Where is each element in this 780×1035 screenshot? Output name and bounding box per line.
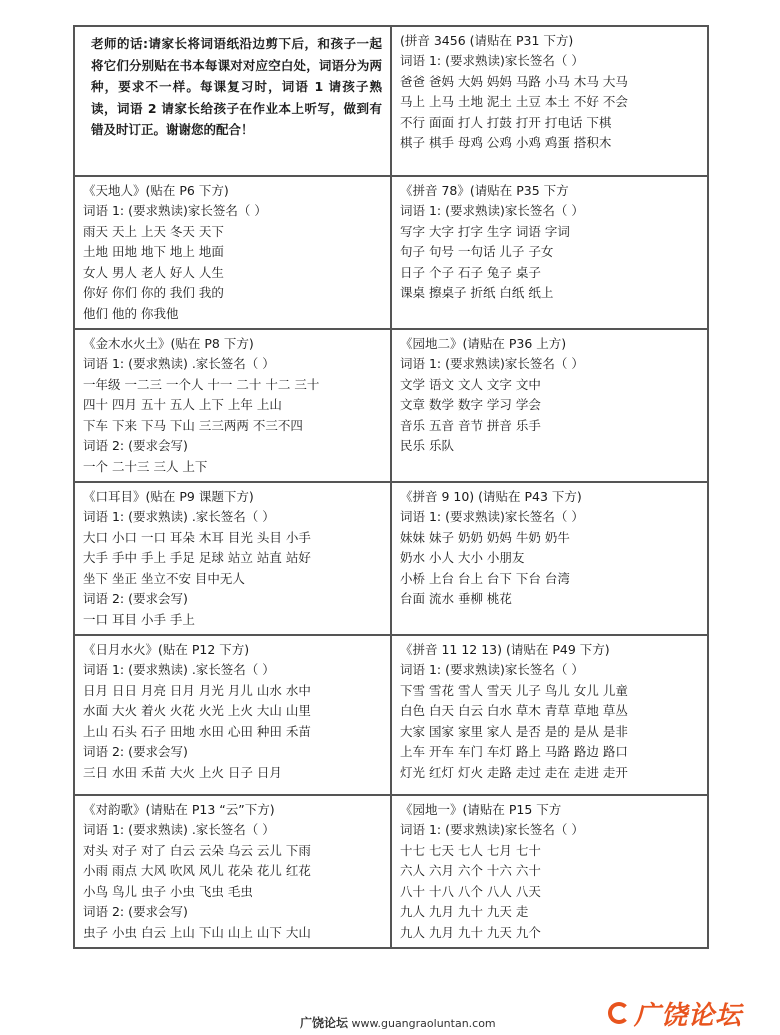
- footer-site-url: www.guangraoluntan.com: [351, 1017, 496, 1030]
- lesson-line: 词语 1: (要求熟读)家长签名（ ）: [400, 53, 584, 68]
- lesson-line: 词语 1: (要求熟读) .家长签名（ ）: [83, 509, 275, 524]
- lesson-line: 小鸟 鸟儿 虫子 小虫 飞虫 毛虫: [83, 883, 253, 899]
- lesson-line: 民乐 乐队: [400, 438, 454, 453]
- lesson-line: 水面 大火 着火 火花 火光 上火 大山 山里: [83, 703, 311, 718]
- lesson-line: 三日 水田 禾苗 大火 上火 日子 日月: [83, 764, 282, 780]
- lesson-line: 你好 你们 你的 我们 我的: [83, 285, 224, 300]
- lesson-line: 四十 四月 五十 五人 上下 上年 上山: [83, 397, 282, 412]
- lesson-line: 土地 田地 地下 地上 地面: [83, 244, 224, 259]
- lesson-line: 十七 七天 七人 七月 七十: [400, 842, 541, 858]
- sheet-row: [74, 795, 708, 948]
- lesson-line: 大家 国家 家里 家人 是否 是的 是从 是非: [400, 723, 628, 739]
- lesson-title: 《拼音 11 12 13) (请贴在 P49 下方): [400, 642, 610, 657]
- lesson-line: 棋子 棋手 母鸡 公鸡 小鸡 鸡蛋 搭积木: [400, 135, 612, 150]
- teacher-note: 老师的话:请家长将词语纸沿边剪下后，和孩子一起将它们分别贴在书本每课对对应空白处，词语分为两种，要求不一样。每课复习时，词语 1 请孩子熟读，词语 2 请家长给孩子在作业本上听写，做到有错及时订正。谢谢您的配合！: [91, 36, 382, 137]
- lesson-line: 马上 上马 土地 泥土 土豆 本土 不好 不会: [400, 94, 628, 109]
- lesson-line: 日月 日日 月亮 日月 月光 月儿 山水 水中: [83, 682, 311, 698]
- lesson-title: 《日月水火》(贴在 P12 下方): [83, 642, 250, 657]
- site-logo: [608, 995, 742, 1031]
- lesson-line: 雨天 天上 上天 冬天 天下: [83, 223, 224, 239]
- lesson-cell: [74, 176, 391, 329]
- lesson-line: 词语 1: (要求熟读)家长签名（ ）: [400, 509, 584, 524]
- lesson-line: 词语 2: (要求会写): [83, 904, 188, 919]
- lesson-cell: [391, 176, 708, 329]
- lesson-cell: [74, 635, 391, 795]
- sheet-row: [74, 176, 708, 329]
- logo-mark-icon: [608, 1002, 630, 1024]
- lesson-line: 课桌 擦桌子 折纸 白纸 纸上: [400, 285, 554, 300]
- lesson-line: 词语 2: (要求会写): [83, 438, 188, 453]
- lesson-line: 上山 石头 石子 田地 水田 心田 种田 禾苗: [83, 723, 311, 739]
- lesson-cell: [391, 635, 708, 795]
- lesson-line: 大手 手中 手上 手足 足球 站立 站直 站好: [83, 550, 311, 565]
- lesson-line: 台面 流水 垂柳 桃花: [400, 591, 512, 606]
- lesson-cell: [391, 329, 708, 482]
- lesson-line: 对头 对子 对了 白云 云朵 乌云 云儿 下雨: [83, 842, 311, 858]
- lesson-line: 九人 九月 九十 九天 九个: [400, 924, 541, 940]
- lesson-cell: [74, 795, 391, 948]
- lesson-line: 大口 小口 一口 耳朵 木耳 目光 头目 小手: [83, 529, 311, 545]
- lesson-line: 文章 数学 数字 学习 学会: [400, 397, 541, 412]
- lesson-line: 小桥 上台 台上 台下 下台 台湾: [400, 570, 570, 586]
- lesson-line: 词语 2: (要求会写): [83, 744, 188, 759]
- lesson-line: 八十 十八 八个 八人 八天: [400, 883, 541, 899]
- lesson-line: 女人 男人 老人 好人 人生: [83, 264, 224, 280]
- lesson-line: 音乐 五音 音节 拼音 乐手: [400, 417, 541, 433]
- lesson-title: 《金木水火土》(贴在 P8 下方): [83, 336, 254, 351]
- lesson-line: 白色 白天 白云 白水 草木 青草 草地 草丛: [400, 703, 628, 718]
- lesson-cell: [391, 26, 708, 176]
- lesson-line: 词语 1: (要求熟读)家长签名（ ）: [400, 356, 584, 371]
- lesson-line: 他们 他的 你我他: [83, 305, 179, 321]
- lesson-line: 下雪 雪花 雪人 雪天 儿子 鸟儿 女儿 儿童: [400, 682, 628, 698]
- lesson-line: 词语 1: (要求熟读)家长签名（ ）: [83, 203, 267, 218]
- lesson-line: 六人 六月 六个 十六 六十: [400, 863, 541, 878]
- teacher-note-cell: [74, 26, 391, 176]
- lesson-line: 日子 个子 石子 兔子 桌子: [400, 264, 541, 280]
- lesson-line: 文学 语文 文人 文字 文中: [400, 376, 541, 392]
- lesson-line: 词语 1: (要求熟读) .家长签名（ ）: [83, 356, 275, 371]
- lesson-cell: [391, 795, 708, 948]
- lesson-title: 《对韵歌》(请贴在 P13 “云”下方): [83, 802, 275, 817]
- lesson-line: 不行 面面 打人 打鼓 打开 打电话 下棋: [400, 114, 612, 130]
- lesson-line: 上车 开车 车门 车灯 路上 马路 路边 路口: [400, 744, 628, 759]
- sheet-row: [74, 26, 708, 176]
- lesson-title: 《口耳目》(贴在 P9 课题下方): [83, 489, 254, 504]
- lesson-line: 词语 1: (要求熟读) .家长签名（ ）: [83, 662, 275, 677]
- logo-text: 广饶论坛: [634, 1000, 743, 1031]
- lesson-title: 《园地二》(请贴在 P36 上方): [400, 336, 567, 351]
- lesson-line: 灯光 红灯 灯火 走路 走过 走在 走进 走开: [400, 764, 628, 780]
- vocabulary-sheet: [73, 25, 709, 949]
- lesson-title: 《拼音 78》(请贴在 P35 下方: [400, 183, 569, 198]
- lesson-cell: [74, 329, 391, 482]
- lesson-title: 《天地人》(贴在 P6 下方): [83, 183, 229, 198]
- lesson-line: 坐下 坐正 坐立不安 目中无人: [83, 570, 245, 586]
- lesson-line: 词语 1: (要求熟读)家长签名（ ）: [400, 662, 584, 677]
- lesson-line: 小雨 雨点 大风 吹风 风儿 花朵 花儿 红花: [83, 863, 311, 878]
- lesson-title: 《拼音 9 10) (请贴在 P43 下方): [400, 489, 582, 504]
- lesson-line: 下车 下来 下马 下山 三三两两 不三不四: [83, 417, 303, 433]
- lesson-line: 九人 九月 九十 九天 走: [400, 904, 529, 919]
- lesson-line: 虫子 小虫 白云 上山 下山 山上 山下 大山: [83, 924, 311, 940]
- lesson-line: 妹妹 妹子 奶奶 奶妈 牛奶 奶牛: [400, 529, 570, 545]
- lesson-line: 词语 2: (要求会写): [83, 591, 188, 606]
- lesson-line: 一年级 一二三 一个人 十一 二十 十二 三十: [83, 376, 320, 392]
- sheet-row: [74, 482, 708, 635]
- lesson-line: 词语 1: (要求熟读)家长签名（ ）: [400, 822, 584, 837]
- lesson-line: 一个 二十三 三人 上下: [83, 458, 208, 474]
- lesson-cell: [391, 482, 708, 635]
- lesson-title: (拼音 3456 (请贴在 P31 下方): [400, 33, 574, 48]
- lesson-title: 《园地一》(请贴在 P15 下方: [400, 802, 562, 817]
- lesson-line: 爸爸 爸妈 大妈 妈妈 马路 小马 木马 大马: [400, 73, 628, 89]
- lesson-line: 奶水 小人 大小 小朋友: [400, 550, 525, 565]
- sheet-row: [74, 329, 708, 482]
- lesson-line: 写字 大字 打字 生字 词语 字词: [400, 223, 570, 239]
- lesson-line: 词语 1: (要求熟读) .家长签名（ ）: [83, 822, 275, 837]
- footer-site-name: 广饶论坛: [300, 1016, 349, 1030]
- footer-site: [300, 1014, 496, 1031]
- lesson-line: 句子 句号 一句话 儿子 子女: [400, 244, 554, 259]
- lesson-line: 词语 1: (要求熟读)家长签名（ ）: [400, 203, 584, 218]
- lesson-line: 一口 耳目 小手 手上: [83, 611, 195, 627]
- lesson-cell: [74, 482, 391, 635]
- sheet-row: [74, 635, 708, 795]
